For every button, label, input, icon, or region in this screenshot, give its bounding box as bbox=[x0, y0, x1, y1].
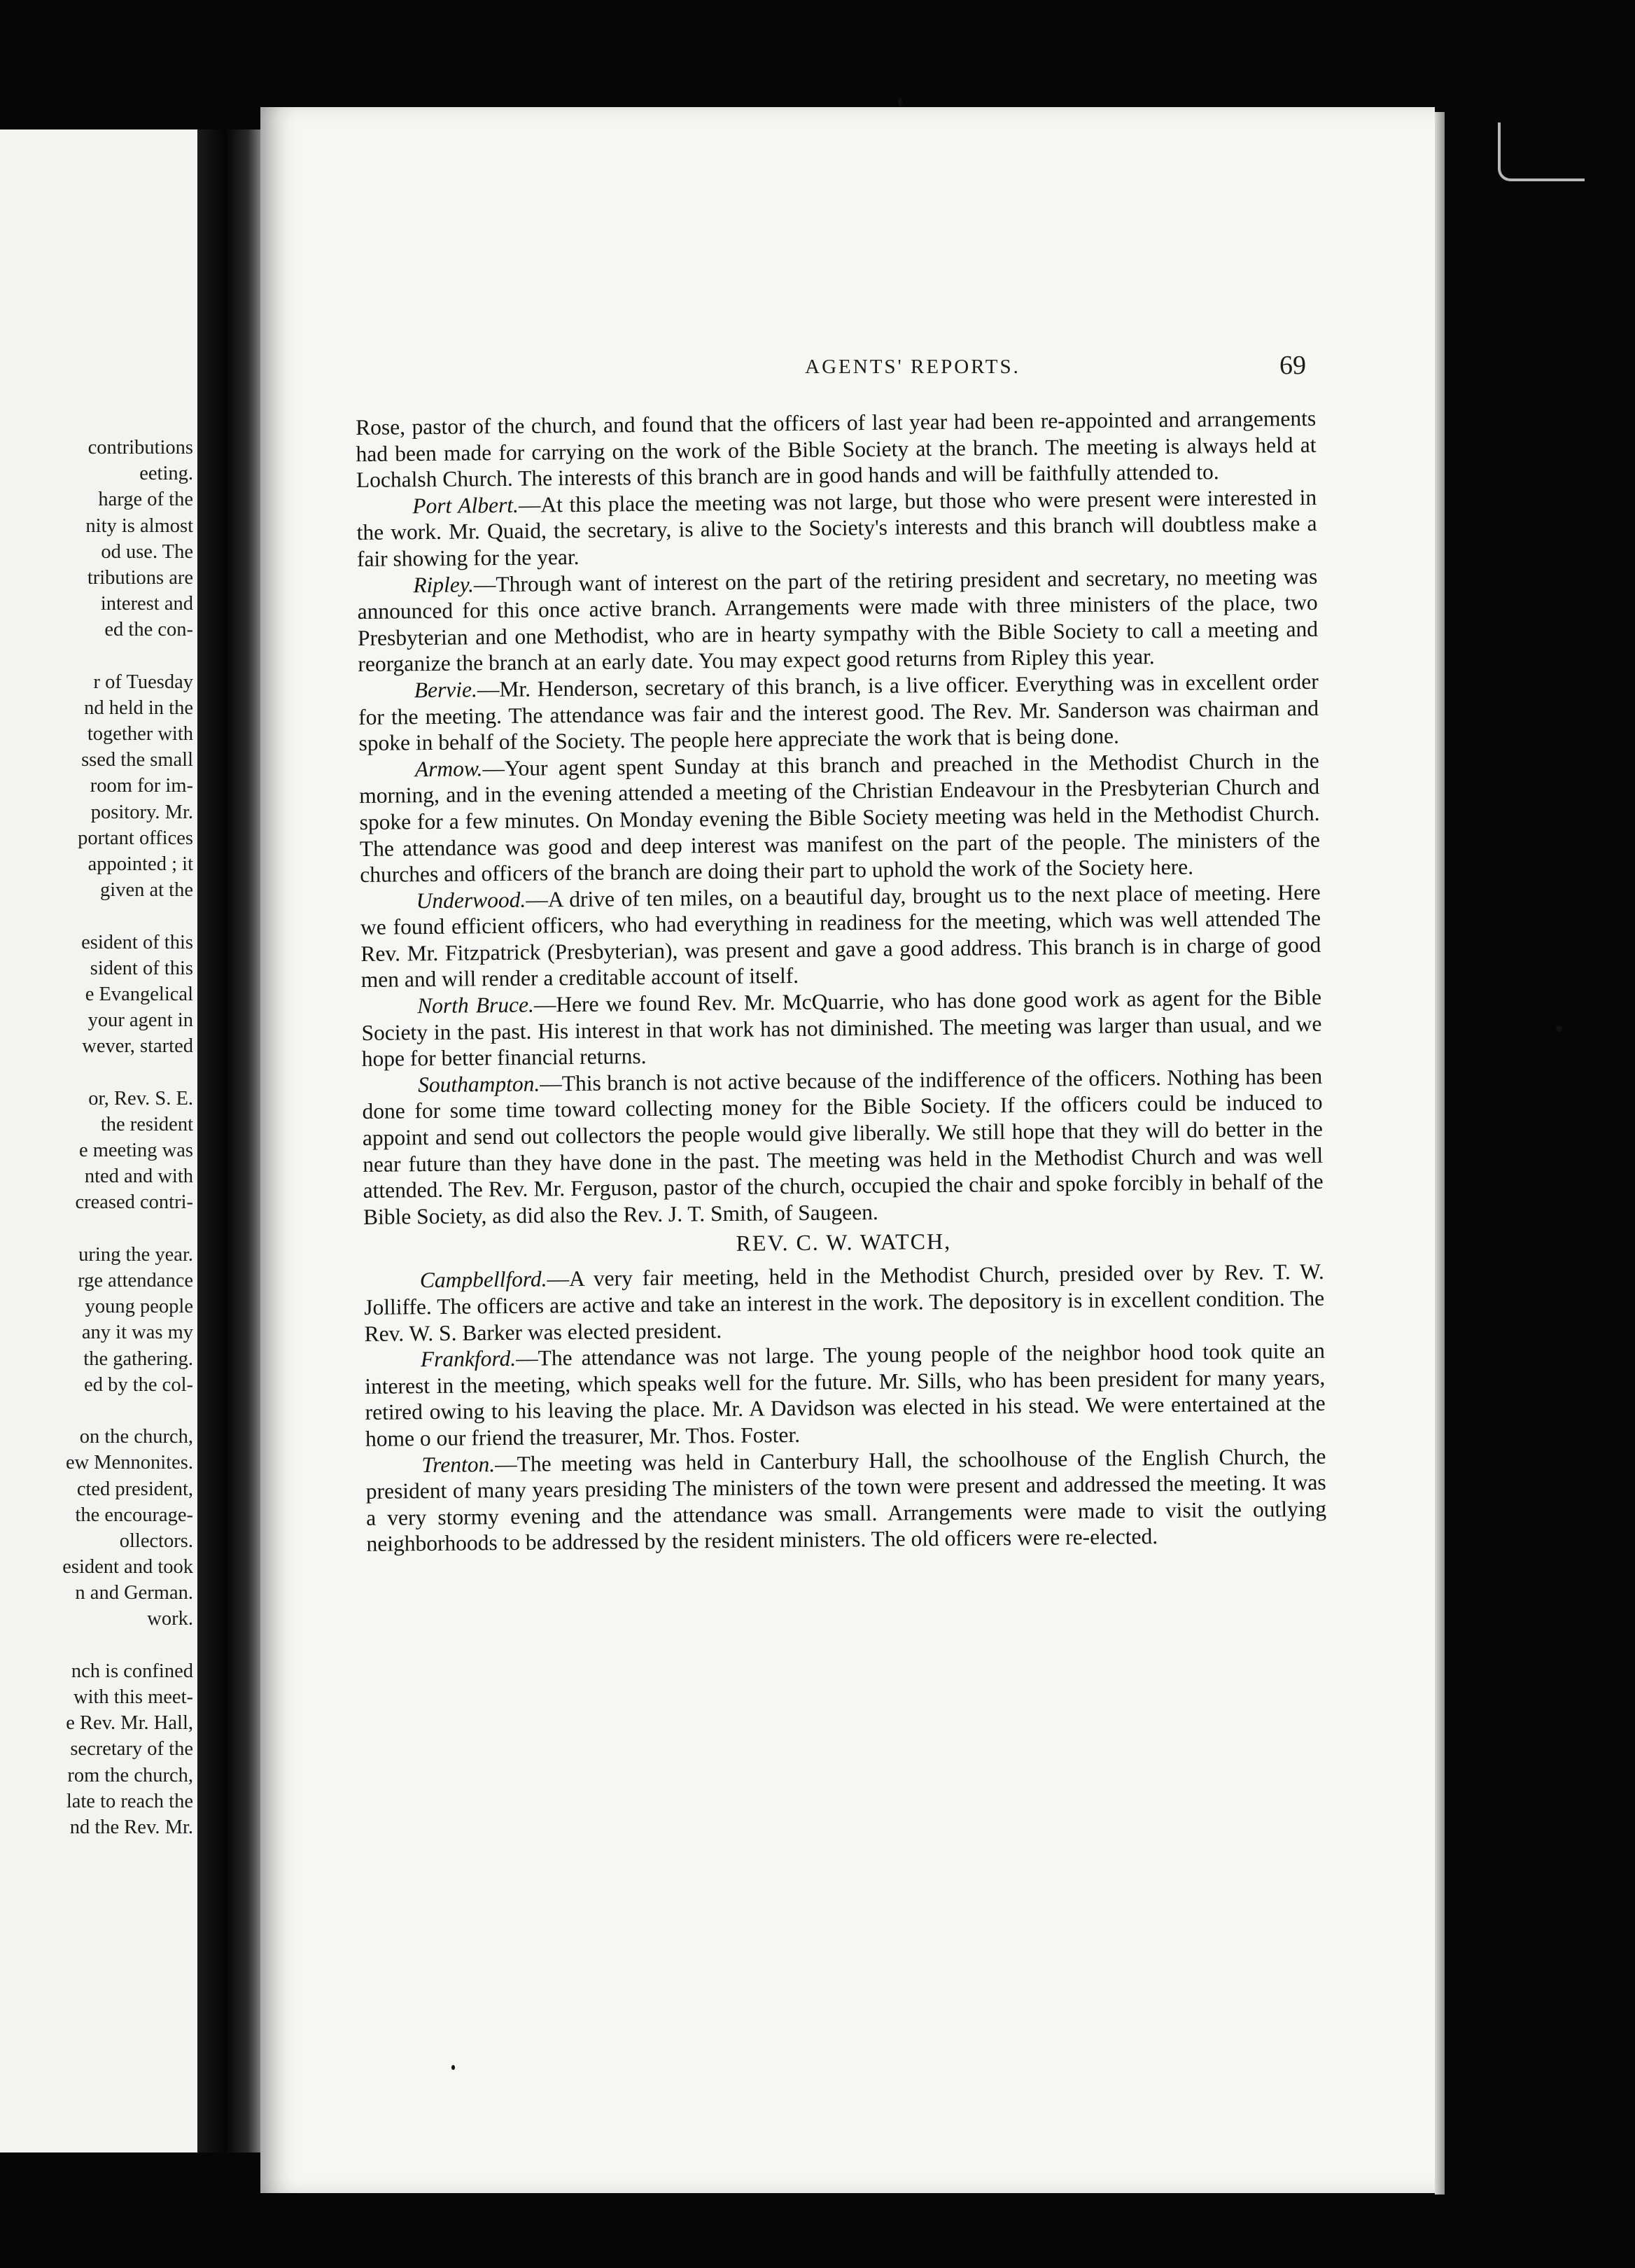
previous-page-line: nd held in the bbox=[84, 696, 193, 719]
page-number: 69 bbox=[1279, 351, 1306, 380]
previous-page-fragment bbox=[0, 130, 197, 2152]
place-name: Armow. bbox=[414, 756, 483, 781]
paragraph bbox=[362, 1063, 1324, 1231]
previous-page-text-column bbox=[1, 435, 193, 1840]
page-edge bbox=[1435, 112, 1445, 2194]
previous-page-line: wever, started bbox=[82, 1035, 193, 1058]
previous-page-line bbox=[1, 1060, 193, 1086]
paragraph-text: —Mr. Henderson, secretary of this branch, is a live officer. Everything was in excellent order for the meeting. The attendance was fair and the interest good. The Rev. Mr. Sanderson was chairman and spoke in behalf of the Society. The people here appreciate the work that is being done. bbox=[358, 668, 1319, 756]
paragraph bbox=[365, 1338, 1326, 1452]
previous-page-line: nted and with bbox=[84, 1166, 193, 1188]
paragraph-group-top bbox=[356, 405, 1324, 1231]
previous-page-line: esident and took bbox=[62, 1556, 193, 1578]
previous-page-line: secretary of the bbox=[70, 1738, 193, 1760]
previous-page-line bbox=[1, 1216, 193, 1242]
previous-page-line: tributions are bbox=[87, 566, 193, 589]
paragraph-text: —The meeting was held in Canterbury Hall, the schoolhouse of the English Church, the president of many years presiding The ministers of the town were present and addressed the meeting. It was a very stormy evening and the attendance was small. Arrangements were made to visit the outlying neighborhoods to be addressed by the resident ministers. The old officers were re-elected. bbox=[365, 1443, 1327, 1557]
paragraph-text: —A drive of ten miles, on a beautiful day, brought us to the next place of meeting. Here we found efficient officers, who had everything in readiness for the meeting, which was well attended The Rev. Mr. Fitzpatrick (Presbyterian), was present and gave a good address. This branch is in charge of good men and will render a creditable account of itself. bbox=[360, 879, 1321, 993]
previous-page-line: nch is confined bbox=[71, 1660, 193, 1682]
previous-page-line: interest and bbox=[100, 593, 193, 615]
paragraph-text: —Your agent spent Sunday at this branch and preached in the Methodist Church in the morning, and in the evening attended a meeting of the Christian Endeavour in the Presbyterian Church and spoke for a few minutes. On Monday evening the Bible Society meeting was held in the Methodist Church. The attendance was good and deep interest was manifest on the part of the people. The ministers of the churches and officers of the branch are doing their part to uphold the work of the Society here. bbox=[359, 748, 1321, 888]
previous-page-line: ed by the col- bbox=[84, 1373, 193, 1396]
paragraph bbox=[356, 484, 1317, 573]
running-title: AGENTS' REPORTS. bbox=[805, 356, 1020, 378]
previous-page-line: with this meet- bbox=[73, 1686, 193, 1708]
previous-page-line: e meeting was bbox=[78, 1140, 193, 1162]
place-name: North Bruce. bbox=[416, 992, 535, 1018]
previous-page-line: rom the church, bbox=[67, 1764, 193, 1786]
previous-page-line: the resident bbox=[100, 1113, 193, 1135]
previous-page-line: uring the year. bbox=[78, 1243, 193, 1266]
place-name: Campbellford. bbox=[419, 1266, 547, 1293]
previous-page-line: the encourage- bbox=[75, 1504, 193, 1526]
paragraph bbox=[357, 563, 1318, 678]
previous-page-line: n and German. bbox=[75, 1582, 193, 1604]
previous-page-line: your agent in bbox=[87, 1009, 193, 1032]
previous-page-line: nd the Rev. Mr. bbox=[69, 1816, 193, 1838]
previous-page-line: given at the bbox=[100, 879, 193, 902]
previous-page-line: appointed ; it bbox=[87, 853, 193, 875]
previous-page-line: pository. Mr. bbox=[90, 801, 193, 823]
paragraph bbox=[360, 878, 1321, 993]
paragraph-text: —This branch is not active because of the indifference of the officers. Nothing has been done for some time toward collecting money for the Bible Society. If the officers could be induced to appoint and send out collectors the people would give liberally. We still hope that they will do better in the near future than they have done in the past. The meeting was held in the Methodist Church and was well attended. The Rev. Mr. Ferguson, pastor of the church, occupied the chair and spoke forcibly in behalf of the Bible Society, as did also the Rev. J. T. Smith, of Saugeen. bbox=[362, 1063, 1324, 1229]
previous-page-line: sident of this bbox=[90, 957, 193, 979]
previous-page-line: harge of the bbox=[98, 489, 193, 511]
previous-page-line bbox=[1, 903, 193, 929]
previous-page-line: ed the con- bbox=[104, 619, 193, 641]
previous-page-line: contributions bbox=[87, 437, 193, 458]
previous-page-line: room for im- bbox=[90, 775, 193, 797]
previous-page-line: nity is almost bbox=[85, 514, 193, 537]
paragraph-text: —A very fair meeting, held in the Methodist Church, presided over by Rev. T. W. Jolliffe. The officers are active and take an interest in the work. The depository is in excellent condition. The Rev. W. S. Barker was elected president. bbox=[364, 1259, 1325, 1346]
previous-page-line: ew Mennonites. bbox=[65, 1452, 193, 1474]
paragraph bbox=[356, 405, 1317, 493]
previous-page-line bbox=[1, 1632, 193, 1658]
previous-page-line: on the church, bbox=[79, 1426, 193, 1448]
previous-page-line: ssed the small bbox=[81, 749, 193, 771]
previous-page-line bbox=[1, 1398, 193, 1424]
previous-page-line: or, Rev. S. E. bbox=[88, 1087, 193, 1110]
paragraph bbox=[364, 1259, 1325, 1347]
place-name: Southampton. bbox=[418, 1071, 540, 1098]
paragraph-text: —Here we found Rev. Mr. McQuarrie, who has done good work as agent for the Bible Society in the past. His interest in that work has not diminished. The meeting was larger than usual, and we hope for better financial returns. bbox=[361, 984, 1322, 1072]
paragraph-group-bottom bbox=[364, 1259, 1327, 1558]
previous-page-line: r of Tuesday bbox=[93, 671, 193, 693]
place-name: Ripley. bbox=[413, 571, 475, 597]
place-name: Frankford. bbox=[420, 1346, 517, 1372]
corner-mark bbox=[1498, 122, 1585, 181]
previous-page-line: rge attendance bbox=[78, 1270, 193, 1292]
previous-page-line: the gathering. bbox=[83, 1348, 193, 1370]
place-name: Trenton. bbox=[421, 1451, 496, 1477]
previous-page-line: eeting. bbox=[139, 463, 193, 485]
ink-speck bbox=[1556, 1026, 1562, 1032]
body-text bbox=[356, 405, 1327, 1558]
paragraph bbox=[365, 1443, 1326, 1558]
previous-page-line: young people bbox=[85, 1296, 193, 1318]
previous-page-line: any it was my bbox=[81, 1322, 193, 1344]
ink-speck bbox=[451, 2065, 455, 2070]
place-name: Port Albert. bbox=[412, 492, 519, 519]
paragraph bbox=[359, 748, 1321, 888]
previous-page-line: ollectors. bbox=[119, 1530, 193, 1552]
previous-page-line: cted president, bbox=[76, 1478, 193, 1500]
place-name: Bervie. bbox=[414, 677, 478, 703]
place-name: Underwood. bbox=[416, 887, 526, 913]
previous-page-line: esident of this bbox=[81, 931, 193, 953]
previous-page-line: work. bbox=[147, 1608, 193, 1630]
book-gutter bbox=[197, 130, 260, 2152]
paragraph-text: —Through want of interest on the part of the retiring president and secretary, no meeting was announced for this once active branch. Arrangements were made with three ministers of the place, two Presbyterian and one Methodist, who are in hearty sympathy with the Bible Society to call a meeting and reorganize the branch at an early date. You may expect good returns from Ripley this year. bbox=[357, 564, 1319, 677]
paragraph bbox=[358, 668, 1319, 757]
paragraph-text: —At this place the meeting was not large, but those who were present were interested in the work. Mr. Quaid, the secretary, is alive to the Society's interests and this branch will doubtless make a fair showing for the year. bbox=[356, 484, 1317, 571]
paragraph bbox=[361, 984, 1322, 1072]
previous-page-line: e Evangelical bbox=[85, 983, 193, 1005]
previous-page-line: od use. The bbox=[101, 540, 193, 563]
previous-page-line bbox=[1, 643, 193, 669]
ink-speck bbox=[898, 98, 902, 106]
previous-page-line: e Rev. Mr. Hall, bbox=[66, 1712, 193, 1735]
previous-page-line: together with bbox=[87, 723, 193, 746]
paragraph-text: Rose, pastor of the church, and found that the officers of last year had been re-appointed and arrangements had been made for carrying on the work of the Bible Society at the branch. The meeting is always held at Lochalsh Church. The interests of this branch are in good hands and will be faithfully attended to. bbox=[356, 405, 1317, 493]
previous-page-line: late to reach the bbox=[66, 1790, 193, 1812]
section-heading: REV. C. W. WATCH, bbox=[736, 1228, 952, 1256]
paragraph-text: —The attendance was not large. The young people of the neighbor hood took quite an interest in the meeting, which speaks well for the future. Mr. Sills, who has been president for many years, retired owing to his leaving the place. Mr. A Davidson was elected in his stead. We were entertained at the home o our friend the treasurer, Mr. Thos. Foster. bbox=[365, 1338, 1326, 1451]
previous-page-line: portant offices bbox=[78, 827, 193, 849]
previous-page-line: creased contri- bbox=[75, 1191, 193, 1214]
